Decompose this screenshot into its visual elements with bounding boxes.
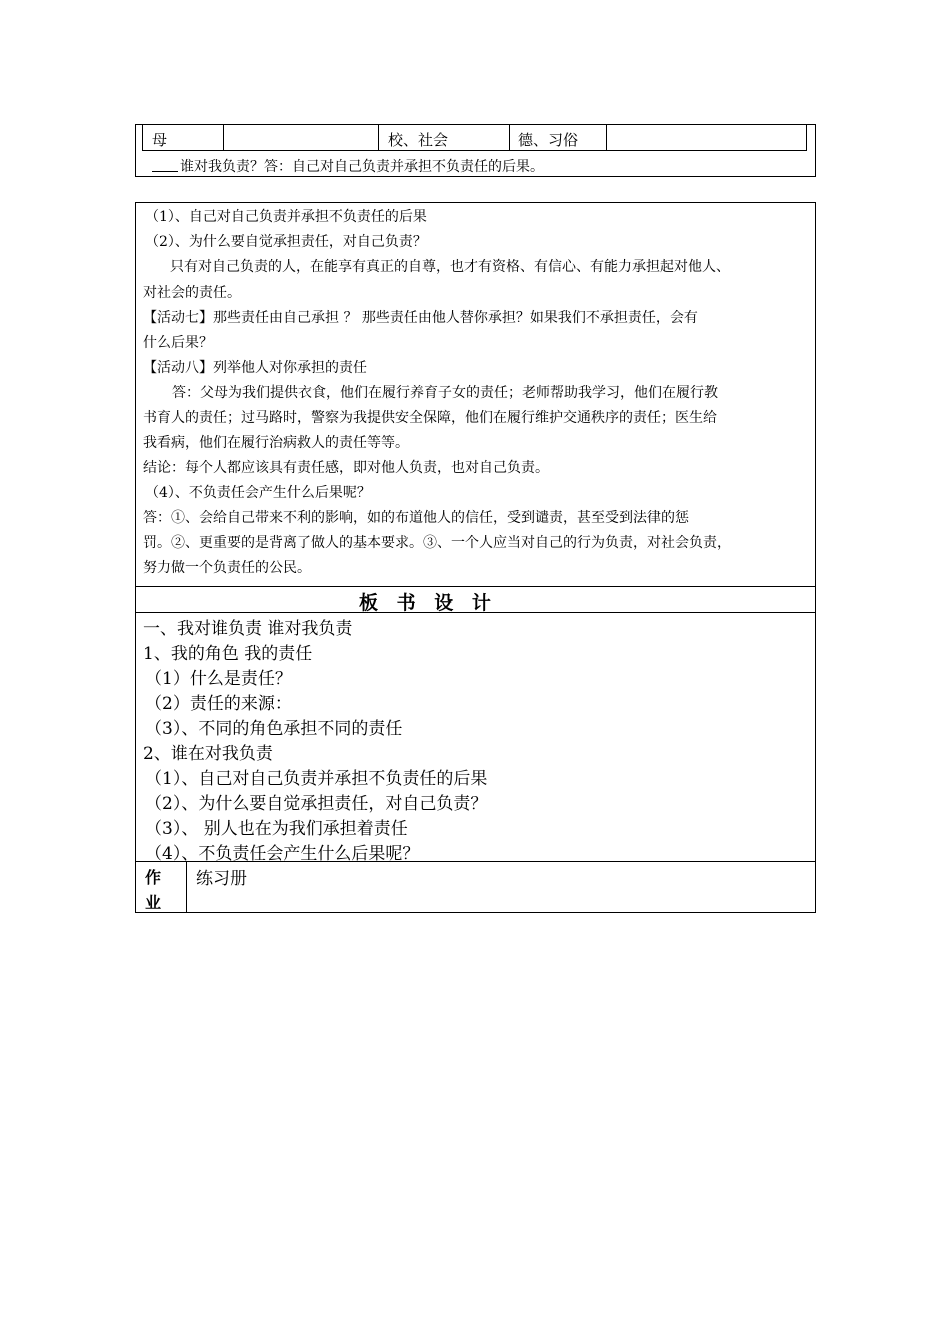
board-line: （4）、不负责任会产生什么后果呢？ xyxy=(145,844,420,864)
top-table-cell: 德、习俗 xyxy=(518,131,579,149)
board-line: （3）、 别人也在为我们承担着责任 xyxy=(145,819,408,839)
top-table-inner-row xyxy=(142,124,807,151)
content-line: （1）、自己对自己负责并承担不负责任的后果 xyxy=(145,209,427,225)
content-line: （4）、不负责任会产生什么后果呢？ xyxy=(145,485,371,501)
homework-divider xyxy=(186,861,187,913)
homework-label: 业 xyxy=(145,893,162,912)
board-design-title: 板 书 设 计 xyxy=(359,592,497,614)
board-line: （1）、自己对自己负责并承担不负责任的后果 xyxy=(145,769,488,789)
content-line: 【活动七】那些责任由自己承担 ？ 那些责任由他人替你承担？如果我们不承担责任，会有 xyxy=(143,310,698,326)
top-table-divider xyxy=(509,124,510,151)
section-divider xyxy=(135,586,816,587)
underline-blank xyxy=(152,171,178,172)
board-line: （1）什么是责任？ xyxy=(145,669,292,689)
content-line: （2）、为什么要自觉承担责任，对自己负责？ xyxy=(145,234,427,250)
content-line: 答：①、会给自己带来不利的影响，如的布道他人的信任，受到谴责，甚至受到法律的惩 xyxy=(143,510,689,526)
board-line: 1、我的角色 我的责任 xyxy=(143,644,313,664)
content-line: 罚。②、更重要的是背离了做人的基本要求。③、一个人应当对自己的行为负责，对社会负责， xyxy=(143,535,731,551)
top-table-cell: 母 xyxy=(152,131,168,149)
content-line: 结论：每个人都应该具有责任感，即对他人负责，也对自己负责。 xyxy=(143,460,549,476)
top-table-divider xyxy=(378,124,379,151)
top-table-divider xyxy=(223,124,224,151)
top-table-cell: 校、社会 xyxy=(388,131,449,149)
top-table-note: 谁对我负责？答：自己对自己负责并承担不负责任的后果。 xyxy=(180,159,544,175)
board-line: 2、谁在对我负责 xyxy=(143,744,273,764)
content-line: 【活动八】列举他人对你承担的责任 xyxy=(143,360,367,376)
content-line: 书育人的责任；过马路时，警察为我提供安全保障，他们在履行维护交通秩序的责任；医生给 xyxy=(143,410,717,426)
board-line: （2）、为什么要自觉承担责任，对自己负责？ xyxy=(145,794,488,814)
homework-content: 练习册 xyxy=(196,869,247,889)
content-line: 只有对自己负责的人，在能享有真正的自尊，也才有资格、有信心、有能力承担起对他人、 xyxy=(170,259,730,275)
content-line: 对社会的责任。 xyxy=(143,285,241,301)
content-line: 什么后果？ xyxy=(143,335,213,351)
board-line: （2）责任的来源： xyxy=(145,694,292,714)
content-line: 我看病，他们在履行治病救人的责任等等。 xyxy=(143,435,409,451)
board-line: 一、我对谁负责 谁对我负责 xyxy=(143,619,353,639)
content-line: 答：父母为我们提供衣食，他们在履行养育子女的责任；老师帮助我学习，他们在履行教 xyxy=(172,385,718,401)
top-table-divider xyxy=(606,124,607,151)
content-line: 努力做一个负责任的公民。 xyxy=(143,560,311,576)
homework-label: 作 xyxy=(145,868,162,887)
board-line: （3）、不同的角色承担不同的责任 xyxy=(145,719,403,739)
